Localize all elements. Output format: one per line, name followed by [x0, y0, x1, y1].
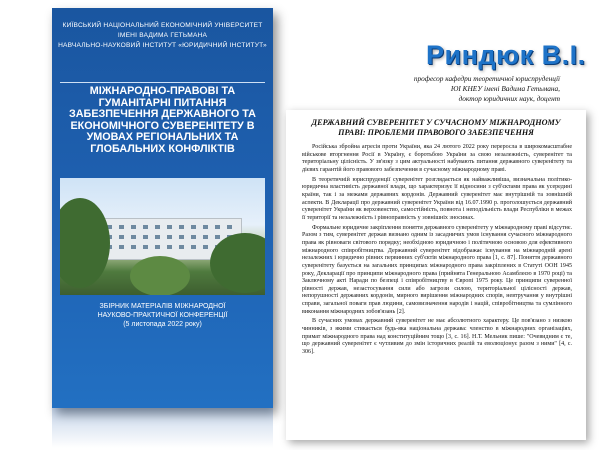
tree-shape — [210, 233, 265, 293]
paragraph: Формальне юридичне закріплення поняття державного суверенітету у міжнародному праві відсутнє. Разом з тим, суверенітет держав визнано одним із засадничих умов існування сучасного міжнародного права як рівноваги світового порядку; необхідною юридичною і політичною основою для ефективного міжнародного співробітництва. Державний суверенітет відображає існування на міжнародній арені незалежних і юридично рівних первинних суб'єктів міжнародного права [1, с. 87]. Поняття державного суверенітету базується на загальних принципах міжнародного права закріплених в Статуті ООН 1945 року, Декларації про принципи міжнародного права (прийнята Генеральною Асамблеєю в 1970 році) та Заключному акті Наради по безпеці і співробітництву в Європі 1975 року. Це принципи суверенної рівності держав, незастосування сили або загрози силою, територіальної цілісності держав, непорушності державних кордонів, мирного вирішення міжнародних спорів, невтручання у внутрішні справи, загальної поваги прав людини, самовизначення народів і націй, співробітництва та сумлінного виконання міжнародних зобов'язань [2]. — [302, 224, 572, 315]
cover-footer-line: (5 листопада 2022 року) — [123, 321, 202, 329]
affiliation-line: ЮІ КНЕУ імені Вадима Гетьмана, — [450, 84, 560, 93]
cover-footer-line: ЗБІРНИК МАТЕРІАЛІВ МІЖНАРОДНОЇ — [99, 303, 226, 310]
affiliation-line: доктор юридичних наук, доцент — [458, 94, 560, 103]
article-title: ДЕРЖАВНИЙ СУВЕРЕНІТЕТ У СУЧАСНОМУ МІЖНАРОДНОМУ ПРАВІ: ПРОБЛЕМИ ПРАВОВОГО ЗАБЕЗПЕЧЕННЯ — [311, 118, 561, 137]
paragraph: Російська збройна агресія проти України, яка 24 лютого 2022 року переросла в широкомасштабне військове вторгнення Росії в Україну, є боротьбою України за свою незалежність, суверенітет та територіальну цілісність. У зв'язку з цим актуальності набувають питання державного суверенітету та дієвих гарантій його правового забезпечення в сучасному міжнародному праві. — [302, 144, 572, 173]
cover-title: МІЖНАРОДНО-ПРАВОВІ ТА ГУМАНІТАРНІ ПИТАННЯ ЗАБЕЗПЕЧЕННЯ ДЕРЖАВНОГО ТА ЕКОНОМІЧНОГО СУВЕРЕНІТЕТУ В УМОВАХ РЕГІОНАЛЬНИХ ТА ГЛОБАЛЬНИХ КОНФЛІКТІВ — [69, 85, 256, 155]
tree-shape — [130, 256, 190, 295]
cover-building-photo — [60, 178, 265, 295]
tree-shape — [60, 198, 110, 288]
author-name: Риндюк В.І. — [426, 40, 586, 70]
cover-institution-line: КИЇВСЬКИЙ НАЦІОНАЛЬНИЙ ЕКОНОМІЧНИЙ УНІВЕРСИТЕТ — [62, 22, 263, 29]
cover-reflection — [52, 408, 273, 448]
author-affiliation — [414, 74, 560, 104]
paragraph: В сучасних умовах державний суверенітет не має абсолютного характеру. Це пов'язано з низкою чинників, з якими стикається будь-яка національна держава: членство в міжнародних організаціях, примат міжнародного права над конституційним тощо [3, с. 16]. Н.Т. Мельник пише: "Очевидним є те, що державний суверенітет є чутливим до змін історичних реалій та еволюціонує разом з ними" [4, с. 306]. — [302, 318, 572, 356]
book-cover — [52, 8, 273, 408]
article-page — [286, 110, 586, 440]
cover-institution-line: НАВЧАЛЬНО-НАУКОВИЙ ІНСТИТУТ «ЮРИДИЧНИЙ ІНСТИТУТ» — [58, 42, 267, 49]
cover-divider — [60, 82, 265, 83]
cover-footer-line: НАУКОВО-ПРАКТИЧНОЇ КОНФЕРЕНЦІЇ — [97, 312, 228, 320]
affiliation-line: професор кафедри теоретичної юриспруденції — [413, 74, 560, 83]
cover-footer — [58, 302, 267, 330]
article-body — [302, 144, 572, 359]
cover-institution-line: ІМЕНІ ВАДИМА ГЕТЬМАНА — [117, 32, 208, 39]
paragraph: В теоретичній юриспруденції суверенітет розглядається як найважливіша, визначальна політико-юридична властивість державної влади, що характеризує її відносини з суб'єктами права як усередині країни, так і за межами державних кордонів. Державний суверенітет має внутрішній та зовнішній аспекти. В Декларації про державний суверенітет України від 16.07.1990 р. проголошується державний суверенітет України як верховенство, самостійність, повнота і неподільність влади Республіки в межах її території та незалежність і рівноправність у зовнішніх зносинах. — [302, 176, 572, 221]
